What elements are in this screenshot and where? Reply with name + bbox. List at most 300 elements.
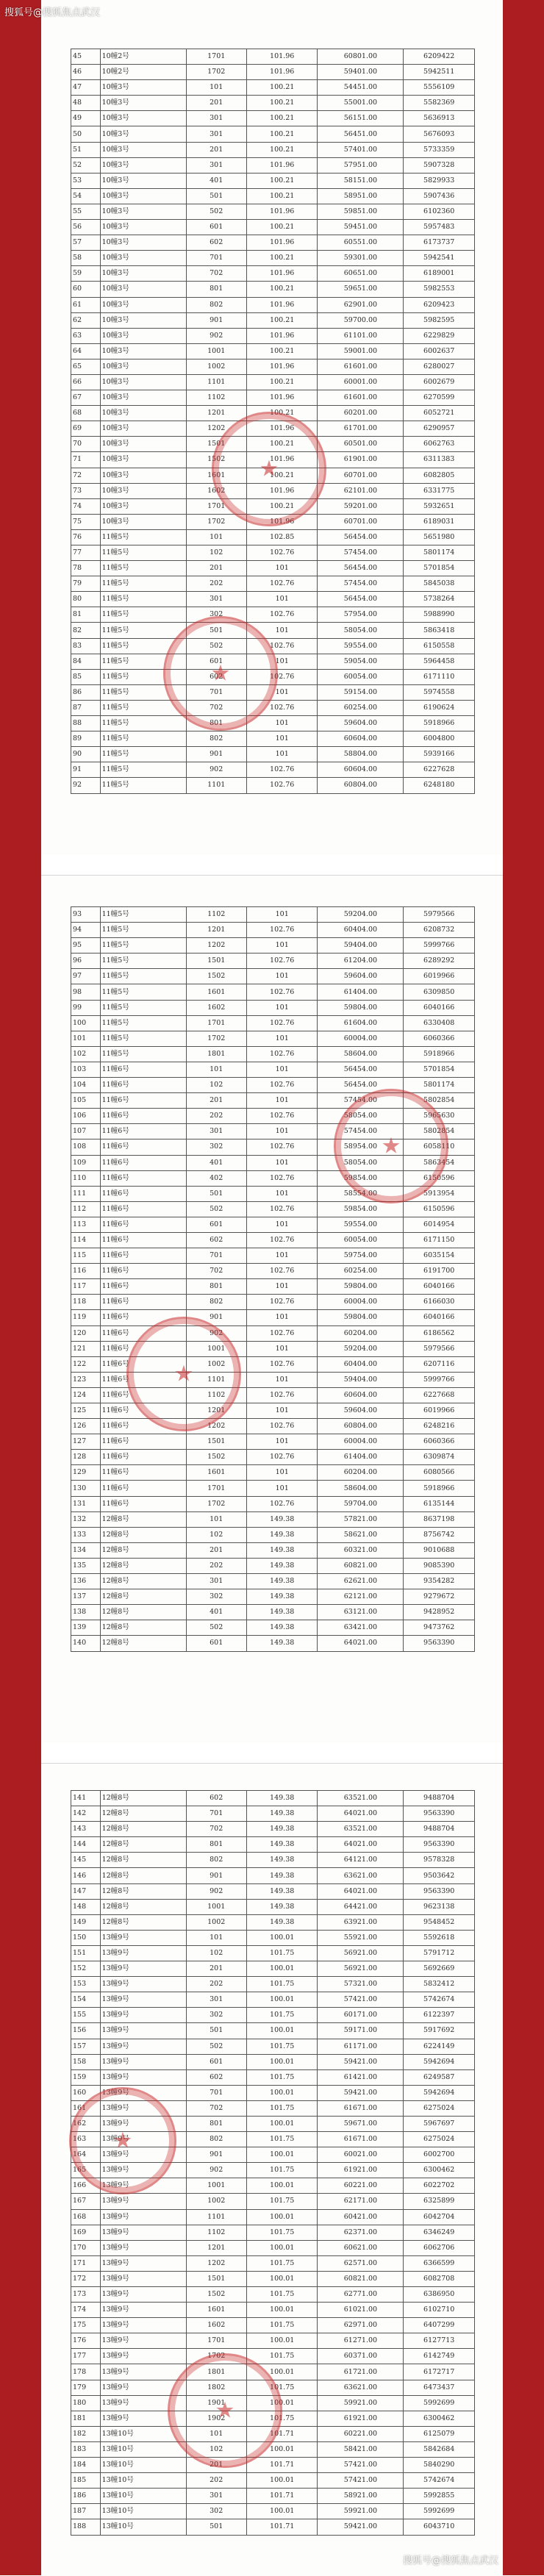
table-cell: 13幢9号: [100, 1945, 186, 1961]
table-cell: 11幢5号: [100, 907, 186, 923]
table-row: [71, 1434, 475, 1450]
table-cell: 102.76: [246, 1078, 318, 1093]
table-cell: 101: [246, 1434, 318, 1450]
table-cell: 1201: [186, 2240, 246, 2255]
table-row: [71, 1217, 475, 1232]
table-cell: 11幢5号: [100, 545, 186, 561]
table-cell: 103: [71, 1062, 101, 1077]
table-cell: 13幢9号: [100, 2303, 186, 2318]
table-cell: 601: [186, 654, 246, 669]
table-cell: 101: [246, 1062, 318, 1077]
table-cell: 802: [186, 297, 246, 312]
table-cell: 1001: [186, 1341, 246, 1356]
table-cell: 701: [186, 684, 246, 700]
table-cell: 100.01: [246, 2303, 318, 2318]
table-cell: 61701.00: [318, 421, 404, 437]
table-row: [71, 561, 475, 576]
table-cell: 50: [71, 126, 101, 142]
table-cell: 59421.00: [318, 2519, 404, 2535]
table-cell: 1601: [186, 984, 246, 1000]
table-cell: 6062763: [404, 437, 475, 452]
table-cell: 149.38: [246, 1914, 318, 1930]
table-cell: 10幢3号: [100, 468, 186, 483]
table-cell: 1601: [186, 468, 246, 483]
table-cell: 51: [71, 142, 101, 157]
table-cell: 109: [71, 1155, 101, 1170]
table-cell: 11幢5号: [100, 1031, 186, 1046]
table-row: [71, 2395, 475, 2411]
table-cell: 64021.00: [318, 1636, 404, 1651]
table-cell: 60804.00: [318, 1419, 404, 1434]
table-row: [71, 907, 475, 923]
table-cell: 6309850: [404, 984, 475, 1000]
table-cell: 1002: [186, 2194, 246, 2209]
table-cell: 102: [186, 2441, 246, 2457]
table-cell: 13幢9号: [100, 2318, 186, 2333]
table-cell: 60221.00: [318, 2426, 404, 2441]
table-cell: 5918966: [404, 716, 475, 731]
table-cell: 10幢3号: [100, 251, 186, 266]
table-row: [71, 2209, 475, 2225]
table-cell: 102.76: [246, 638, 318, 654]
table-cell: 1501: [186, 954, 246, 969]
table-cell: 88: [71, 716, 101, 731]
table-cell: 154: [71, 1992, 101, 2008]
table-cell: 5942694: [404, 2054, 475, 2069]
table-row: [71, 2085, 475, 2100]
table-cell: 9010688: [404, 1542, 475, 1558]
table-cell: 6040166: [404, 1310, 475, 1325]
table-cell: 5907436: [404, 188, 475, 204]
table-cell: 76: [71, 529, 101, 545]
table-cell: 101.75: [246, 2163, 318, 2178]
table-row: [71, 731, 475, 747]
table-cell: 59201.00: [318, 498, 404, 514]
table-cell: 187: [71, 2504, 101, 2519]
table-cell: 45: [71, 49, 101, 65]
table-cell: 59804.00: [318, 1000, 404, 1015]
table-cell: 100.01: [246, 1992, 318, 2008]
table-body: [71, 907, 475, 1652]
table-cell: 59854.00: [318, 1170, 404, 1186]
table-cell: 101.75: [246, 2008, 318, 2023]
table-cell: 502: [186, 1201, 246, 1217]
table-cell: 10幢3号: [100, 80, 186, 96]
table-cell: 79: [71, 576, 101, 592]
table-cell: 101.96: [246, 421, 318, 437]
table-cell: 99: [71, 1000, 101, 1015]
table-row: [71, 2132, 475, 2147]
table-cell: 9428952: [404, 1605, 475, 1620]
table-cell: 9563390: [404, 1636, 475, 1651]
table-cell: 102.76: [246, 1264, 318, 1279]
table-cell: 11幢5号: [100, 716, 186, 731]
table-row: [71, 2039, 475, 2054]
table-cell: 184: [71, 2458, 101, 2473]
table-cell: 501: [186, 2023, 246, 2039]
table-row: [71, 157, 475, 173]
table-cell: 101: [246, 623, 318, 638]
table-cell: 102.76: [246, 607, 318, 623]
table-cell: 102.76: [246, 1419, 318, 1434]
table-cell: 6190624: [404, 700, 475, 715]
table-cell: 5742674: [404, 1992, 475, 2008]
table-cell: 143: [71, 1822, 101, 1837]
table-cell: 100.21: [246, 251, 318, 266]
table-cell: 58: [71, 251, 101, 266]
table-cell: 13幢9号: [100, 2333, 186, 2349]
table-cell: 5982553: [404, 282, 475, 297]
table-cell: 5801174: [404, 545, 475, 561]
table-cell: 5556109: [404, 80, 475, 96]
table-cell: 59204.00: [318, 1341, 404, 1356]
table-cell: 57: [71, 235, 101, 251]
table-cell: 6002637: [404, 343, 475, 359]
table-cell: 902: [186, 328, 246, 343]
table-row: [71, 1356, 475, 1372]
table-row: [71, 1201, 475, 1217]
table-cell: 6082805: [404, 468, 475, 483]
table-cell: 48: [71, 96, 101, 111]
table-cell: 701: [186, 251, 246, 266]
table-cell: 9563390: [404, 1806, 475, 1822]
table-cell: 11幢5号: [100, 969, 186, 984]
table-cell: 1901: [186, 2395, 246, 2411]
table-cell: 11幢5号: [100, 654, 186, 669]
table-cell: 60204.00: [318, 1325, 404, 1341]
table-cell: 1902: [186, 2411, 246, 2426]
table-cell: 58604.00: [318, 1481, 404, 1496]
table-cell: 6275024: [404, 2100, 475, 2116]
table-row: [71, 2364, 475, 2380]
table-cell: 6004800: [404, 731, 475, 747]
table-cell: 100.21: [246, 468, 318, 483]
table-cell: 9085390: [404, 1558, 475, 1573]
table-cell: 11幢6号: [100, 1403, 186, 1419]
table-cell: 5582369: [404, 96, 475, 111]
table-cell: 115: [71, 1248, 101, 1264]
table-cell: 129: [71, 1465, 101, 1481]
table-cell: 101.96: [246, 328, 318, 343]
table-cell: 98: [71, 984, 101, 1000]
table-cell: 5967697: [404, 2116, 475, 2131]
table-cell: 183: [71, 2441, 101, 2457]
table-cell: 102.76: [246, 1387, 318, 1403]
table-cell: 63921.00: [318, 1914, 404, 1930]
table-cell: 6346249: [404, 2225, 475, 2240]
table-cell: 63621.00: [318, 2380, 404, 2395]
table-cell: 56921.00: [318, 1945, 404, 1961]
table-cell: 202: [186, 1109, 246, 1124]
table-row: [71, 126, 475, 142]
table-cell: 701: [186, 2085, 246, 2100]
table-cell: 124: [71, 1387, 101, 1403]
table-cell: 6189001: [404, 266, 475, 282]
table-cell: 1202: [186, 1419, 246, 1434]
table-cell: 11幢5号: [100, 684, 186, 700]
table-cell: 172: [71, 2271, 101, 2286]
table-cell: 152: [71, 1961, 101, 1977]
table-row: [71, 452, 475, 468]
table-cell: 60551.00: [318, 235, 404, 251]
table-cell: 5845038: [404, 576, 475, 592]
table-cell: 102.76: [246, 1109, 318, 1124]
table-row: [71, 1403, 475, 1419]
table-cell: 131: [71, 1496, 101, 1511]
table-cell: 10幢3号: [100, 235, 186, 251]
table-cell: 100.01: [246, 2178, 318, 2194]
table-cell: 100.01: [246, 2364, 318, 2380]
table-cell: 97: [71, 969, 101, 984]
table-cell: 169: [71, 2225, 101, 2240]
table-cell: 10幢3号: [100, 204, 186, 219]
table-cell: 9563390: [404, 1883, 475, 1899]
table-cell: 126: [71, 1419, 101, 1434]
table-cell: 101: [246, 1481, 318, 1496]
table-cell: 13幢9号: [100, 2240, 186, 2255]
table-row: [71, 2178, 475, 2194]
table-cell: 11幢5号: [100, 762, 186, 778]
table-cell: 11幢5号: [100, 700, 186, 715]
table-row: [71, 747, 475, 762]
table-cell: 10幢3号: [100, 312, 186, 328]
table-cell: 10幢3号: [100, 343, 186, 359]
table-cell: 6040166: [404, 1279, 475, 1295]
table-cell: 12幢8号: [100, 1574, 186, 1589]
table-cell: 10幢3号: [100, 483, 186, 498]
table-cell: 117: [71, 1279, 101, 1295]
table-cell: 59421.00: [318, 2085, 404, 2100]
table-cell: 5992855: [404, 2489, 475, 2504]
table-cell: 62571.00: [318, 2255, 404, 2271]
table-cell: 10幢3号: [100, 514, 186, 529]
table-cell: 59451.00: [318, 220, 404, 235]
table-cell: 1701: [186, 49, 246, 65]
table-row: [71, 111, 475, 126]
table-cell: 12幢8号: [100, 1636, 186, 1651]
table-cell: 101: [246, 1000, 318, 1015]
table-cell: 5829933: [404, 173, 475, 188]
table-cell: 11幢6号: [100, 1186, 186, 1201]
table-cell: 100.01: [246, 2395, 318, 2411]
table-cell: 59700.00: [318, 312, 404, 328]
table-cell: 1001: [186, 343, 246, 359]
table-cell: 5982595: [404, 312, 475, 328]
table-cell: 164: [71, 2147, 101, 2163]
table-cell: 100.21: [246, 437, 318, 452]
table-row: [71, 1527, 475, 1542]
table-cell: 108: [71, 1139, 101, 1155]
table-cell: 61404.00: [318, 984, 404, 1000]
table-cell: 58621.00: [318, 1527, 404, 1542]
table-cell: 901: [186, 747, 246, 762]
table-cell: 118: [71, 1295, 101, 1310]
table-cell: 6473437: [404, 2380, 475, 2395]
table-cell: 60371.00: [318, 2349, 404, 2364]
table-row: [71, 1992, 475, 2008]
table-cell: 13幢9号: [100, 1930, 186, 1945]
table-cell: 58054.00: [318, 1109, 404, 1124]
table-cell: 13幢9号: [100, 2411, 186, 2426]
table-row: [71, 1465, 475, 1481]
table-row: [71, 2426, 475, 2441]
table-cell: 5917692: [404, 2023, 475, 2039]
table-cell: 60054.00: [318, 669, 404, 684]
table-cell: 13幢9号: [100, 2147, 186, 2163]
table-cell: 801: [186, 2116, 246, 2131]
table-cell: 11幢5号: [100, 607, 186, 623]
table-cell: 149.38: [246, 1511, 318, 1527]
table-cell: 10幢3号: [100, 96, 186, 111]
table-cell: 59804.00: [318, 1310, 404, 1325]
table-cell: 64: [71, 343, 101, 359]
table-cell: 11幢5号: [100, 1000, 186, 1015]
table-cell: 101: [246, 1186, 318, 1201]
table-row: [71, 638, 475, 654]
table-row: [71, 80, 475, 96]
table-cell: 101: [186, 1062, 246, 1077]
table-cell: 61921.00: [318, 2163, 404, 2178]
table-cell: 56: [71, 220, 101, 235]
table-cell: 182: [71, 2426, 101, 2441]
table-cell: 11幢5号: [100, 984, 186, 1000]
table-cell: 1702: [186, 1496, 246, 1511]
table-cell: 11幢5号: [100, 778, 186, 793]
table-cell: 9473762: [404, 1620, 475, 1636]
table-row: [71, 173, 475, 188]
table-cell: 501: [186, 1186, 246, 1201]
table-cell: 11幢6号: [100, 1481, 186, 1496]
table-cell: 100.21: [246, 374, 318, 390]
table-cell: 5738264: [404, 592, 475, 607]
table-cell: 60004.00: [318, 1434, 404, 1450]
table-cell: 56454.00: [318, 592, 404, 607]
table-cell: 59604.00: [318, 969, 404, 984]
table-cell: 11幢6号: [100, 1201, 186, 1217]
table-cell: 102.76: [246, 1450, 318, 1465]
table-cell: 61: [71, 297, 101, 312]
table-cell: 11幢5号: [100, 529, 186, 545]
table-row: [71, 235, 475, 251]
price-table: [71, 906, 475, 1652]
table-row: [71, 1279, 475, 1295]
table-cell: 5942511: [404, 65, 475, 80]
table-row: [71, 1558, 475, 1573]
table-cell: 6127713: [404, 2333, 475, 2349]
table-cell: 101: [246, 969, 318, 984]
table-row: [71, 2194, 475, 2209]
table-cell: 13幢9号: [100, 2287, 186, 2303]
table-cell: 149.38: [246, 1574, 318, 1589]
table-cell: 13幢9号: [100, 2054, 186, 2069]
table-cell: 102: [71, 1046, 101, 1062]
table-cell: 1102: [186, 907, 246, 923]
table-cell: 801: [186, 1279, 246, 1295]
table-cell: 601: [186, 220, 246, 235]
table-cell: 11幢6号: [100, 1419, 186, 1434]
table-cell: 1101: [186, 2209, 246, 2225]
table-cell: 1502: [186, 452, 246, 468]
table-cell: 149.38: [246, 1868, 318, 1883]
table-cell: 67: [71, 390, 101, 406]
table-cell: 13幢9号: [100, 2225, 186, 2240]
table-cell: 10幢2号: [100, 49, 186, 65]
table-cell: 5942694: [404, 2085, 475, 2100]
table-cell: 135: [71, 1558, 101, 1573]
table-cell: 10幢3号: [100, 157, 186, 173]
table-cell: 58954.00: [318, 1139, 404, 1155]
table-cell: 59604.00: [318, 1403, 404, 1419]
table-row: [71, 1078, 475, 1093]
table-row: [71, 2349, 475, 2364]
table-cell: 150: [71, 1930, 101, 1945]
table-cell: 11幢5号: [100, 923, 186, 938]
table-cell: 56454.00: [318, 529, 404, 545]
table-cell: 101: [246, 1465, 318, 1481]
table-cell: 81: [71, 607, 101, 623]
table-cell: 801: [186, 282, 246, 297]
table-cell: 59301.00: [318, 251, 404, 266]
table-cell: 59001.00: [318, 343, 404, 359]
table-cell: 77: [71, 545, 101, 561]
table-cell: 57951.00: [318, 157, 404, 173]
table-cell: 100.21: [246, 173, 318, 188]
table-cell: 101.96: [246, 297, 318, 312]
table-cell: 60254.00: [318, 700, 404, 715]
table-cell: 10幢3号: [100, 374, 186, 390]
table-cell: 148: [71, 1899, 101, 1914]
table-cell: 10幢3号: [100, 266, 186, 282]
table-row: [71, 483, 475, 498]
table-cell: 11幢5号: [100, 938, 186, 954]
table-cell: 11幢6号: [100, 1356, 186, 1372]
table-cell: 122: [71, 1356, 101, 1372]
table-cell: 6060366: [404, 1031, 475, 1046]
table-cell: 58054.00: [318, 623, 404, 638]
table-row: [71, 65, 475, 80]
table-cell: 6325899: [404, 2194, 475, 2209]
table-cell: 101: [246, 1217, 318, 1232]
table-row: [71, 1481, 475, 1496]
table-cell: 177: [71, 2349, 101, 2364]
table-cell: 6248180: [404, 778, 475, 793]
table-cell: 101: [246, 1155, 318, 1170]
table-cell: 121: [71, 1341, 101, 1356]
table-cell: 49: [71, 111, 101, 126]
table-cell: 6248216: [404, 1419, 475, 1434]
table-cell: 59204.00: [318, 907, 404, 923]
table-cell: 59404.00: [318, 938, 404, 954]
table-cell: 101.96: [246, 266, 318, 282]
table-cell: 100.01: [246, 2504, 318, 2519]
table-cell: 902: [186, 2163, 246, 2178]
table-row: [71, 762, 475, 778]
table-row: [71, 514, 475, 529]
table-cell: 101: [246, 592, 318, 607]
table-cell: 62901.00: [318, 297, 404, 312]
table-cell: 160: [71, 2085, 101, 2100]
table-cell: 10幢3号: [100, 220, 186, 235]
table-cell: 59851.00: [318, 204, 404, 219]
table-cell: 6150596: [404, 1201, 475, 1217]
table-cell: 66: [71, 374, 101, 390]
table-row: [71, 359, 475, 374]
table-cell: 64121.00: [318, 1853, 404, 1868]
table-cell: 100.01: [246, 1930, 318, 1945]
table-cell: 132: [71, 1511, 101, 1527]
table-cell: 58554.00: [318, 1186, 404, 1201]
table-cell: 302: [186, 2008, 246, 2023]
